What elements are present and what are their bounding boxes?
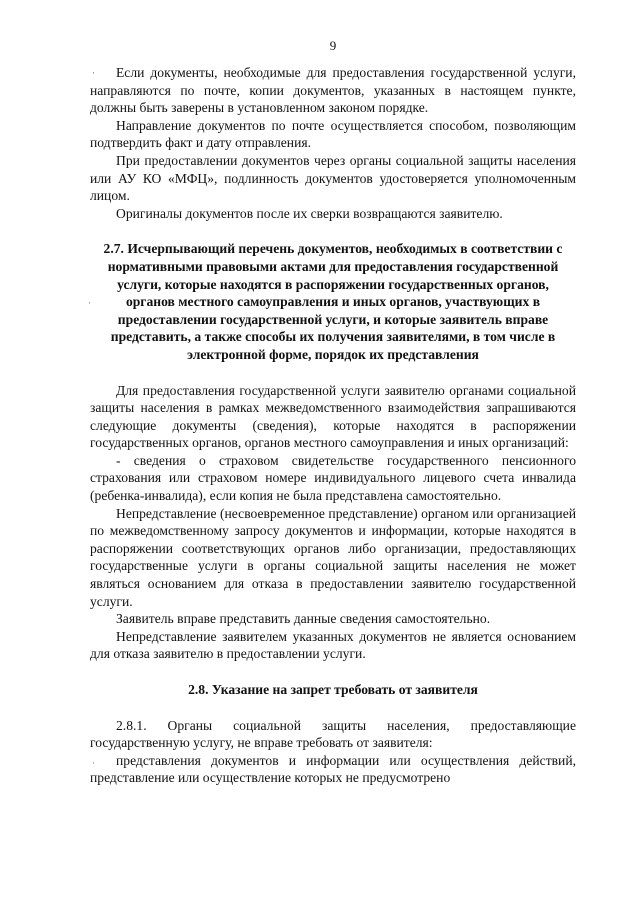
section-2-8-heading: 2.8. Указание на запрет требовать от заявителя [188, 682, 478, 697]
paragraph-authenticity: При предоставлении документов через органы социальной защиты населения или АУ КО «МФЦ», подлинность документов удостоверяется уполномоченным лицом. [90, 152, 576, 204]
paragraph-non-submission-applicant: Непредставление заявителем указанных документов не является основанием для отказа заявителю в предоставлении услуги. [90, 628, 576, 662]
scan-dot: · [92, 68, 95, 78]
scan-dot: · [88, 298, 91, 308]
paragraph-prohibited-requirements: представления документов и информации или осуществления действий, представление или осуществление которых не предусмотрено [90, 752, 576, 786]
paragraph-non-submission-agency: Непредставление (несвоевременное представление) органом или организацией по межведомственному запросу документов и информации, которые находятся в распоряжении соответствующих органов либо организации, предоставляющих государственные услуги в органы социальной защиты населения не может являться основанием для отказа в предоставлении заявителю государственной услуги. [90, 505, 576, 609]
section-2-7-heading: 2.7. Исчерпывающий перечень документов, необходимых в соответствии с нормативными правовыми актами для предоставления государственной услуги, которые находятся в распоряжении государственных органов, органов местного самоуправления и иных органов, участвующих в предоставлении государственной услуги, и которые заявитель вправе представить, а также способы их получения заявителями, в том числе в электронной форме, порядок их представления [103, 241, 563, 362]
list-item-insurance-certificate: - сведения о страховом свидетельстве государственного пенсионного страхования или страховом номере индивидуального лицевого счета инвалида (ребенка-инвалида), если копия не была представлена самостоятельно. [90, 452, 576, 504]
paragraph-originals-return: Оригиналы документов после их сверки возвращаются заявителю. [116, 205, 503, 221]
document-page [90, 0, 576, 905]
paragraph-mail-method: Направление документов по почте осуществляется способом, позволяющим подтвердить факт и дату отправления. [90, 117, 576, 151]
paragraph-2-8-1: 2.8.1. Органы социальной защиты населения, предоставляющие государственную услугу, не вправе требовать от заявителя: [90, 717, 576, 751]
document-body [90, 64, 576, 787]
scan-dot: · [92, 758, 95, 768]
paragraph-applicant-may-submit: Заявитель вправе представить данные сведения самостоятельно. [116, 611, 491, 627]
page-number: 9 [329, 38, 337, 53]
paragraph-mail-copies: Если документы, необходимые для предоставления государственной услуги, направляются по почте, копии документов, указанных в настоящем пункте, должны быть заверены в установленном законом порядке. [90, 65, 576, 116]
paragraph-interagency-request: Для предоставления государственной услуги заявителю органами социальной защиты населения в рамках межведомственного взаимодействия запрашиваются следующие документы (сведения), которые находятся в распоряжении государственных органов, органов местного самоуправления и иных организаций: [90, 382, 576, 451]
